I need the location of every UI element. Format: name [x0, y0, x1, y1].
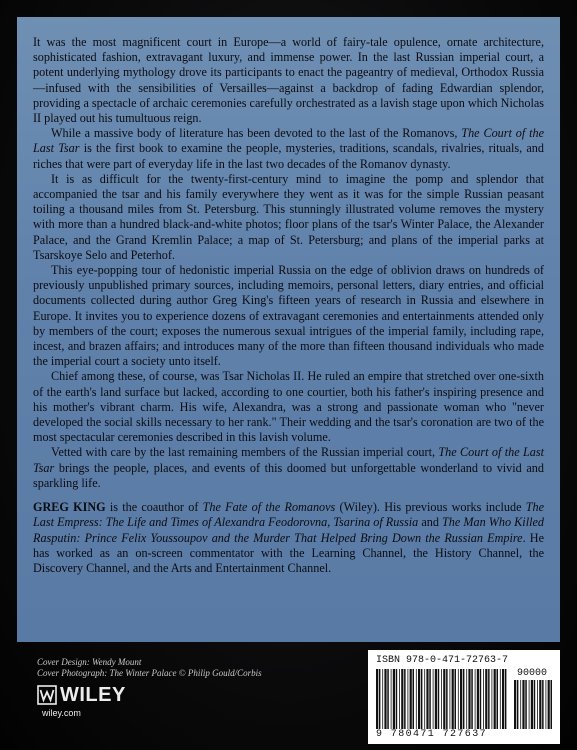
blurb-paragraph: Vetted with care by the last remaining members of the Russian imperial court, The Court of the Last Tsar brings the people, places, and events of this doomed but unforgettable wonderland to vivid and sparkling life.: [33, 445, 544, 490]
blurb-paragraph: This eye-popping tour of hedonistic imperial Russia on the edge of oblivion draws on hundreds of previously unpublished primary sources, including memoirs, personal letters, diary entries, and official documents collected during author Greg King's fifteen years of research in Russia and elsewhere in Europe. It invites you to experience dozens of extravagant ceremonies and entertainments attended only by members of the court; exposes the numerous sexual intrigues of the imperial family, including rape, incest, and brazen affairs; and introduces many of the more than fifteen thousand individuals who made the imperial court a society unto itself.: [33, 263, 544, 369]
publisher-name: WILEY: [60, 684, 126, 706]
author-name: GREG KING: [33, 500, 106, 515]
blurb-paragraph: It is as difficult for the twenty-first-century mind to imagine the pomp and splendor that accompanied the tsar and his family everywhere they went as it was for the simple Russian peasant toiling a thousand miles from St. Petersburg. This stunningly illustrated volume removes the mystery with more than a hundred black-and-white photos; floor plans of the tsar's Winter Palace, the Alexander Palace, and the Grand Kremlin Palace; a map of St. Petersburg; and plans of the imperial parks at Tsarskoye Selo and Peterhof.: [33, 171, 544, 262]
barcode-box: [368, 650, 560, 744]
cover-credits: [37, 657, 262, 679]
author-bio: GREG KING is the coauthor of The Fate of the Romanovs (Wiley). His previous works include The Last Empress: The Life and Times of Alexandra Feodorovna, Tsarina of Russia and The Man Who Killed Rasputin: Prince Felix Youssoupov and the Murder That Helped Bring Down the Russian Empire. He has worked as an on-screen commentator with the Learning Channel, the History Channel, the Discovery Channel, and the Arts and Entertainment Channel.: [33, 500, 544, 575]
barcode-digits: 9 780471 727637: [376, 729, 488, 740]
publisher-url: wiley.com: [42, 708, 81, 718]
description-panel: [17, 17, 560, 642]
price-barcode: [514, 680, 554, 729]
blurb-paragraph: Chief among these, of course, was Tsar Nicholas II. He ruled an empire that stretched over one-sixth of the earth's land surface but lacked, according to one courtier, both his father's inspiring presence and his mother's vibrant charm. His wife, Alexandra, was a strong and passionate woman who "never developed the social skills necessary to her rank." Their wedding and the tsar's coronation are two of the most spectacular ceremonies described in this lavish volume.: [33, 369, 544, 445]
book-title: The Court of the Last Tsar: [33, 445, 544, 475]
isbn-number: ISBN 978-0-471-72763-7: [376, 655, 509, 666]
wiley-emblem-icon: [37, 685, 57, 705]
book-title: The Last Empress: The Life and Times of Alexandra Feodorovna, Tsarina of Russia: [33, 500, 544, 530]
cover-photo-credit: Cover Photograph: The Winter Palace © Philip Gould/Corbis: [37, 668, 262, 678]
blurb-paragraph: It was the most magnificent court in Europe—a world of fairy-tale opulence, ornate architecture, sophisticated fashion, extravagant luxury, and immense power. In the last Russian imperial court, a potent underlying mythology drove its participants to enact the pageantry of medieval, Orthodox Russia—infused with the sensibilities of Versailles—against a backdrop of fading Edwardian splendor, providing a spectacle of archaic ceremonies carefully orchestrated as a lavish stage upon which Nicholas II played out his tumultuous reign.: [33, 35, 544, 126]
price-code: 90000: [517, 668, 548, 679]
book-title: The Fate of the Romanovs: [202, 500, 336, 515]
cover-design-credit: Cover Design: Wendy Mount: [37, 657, 142, 667]
book-title: The Man Who Killed Rasputin: Prince Felix Youssoupov and the Murder That Helped Bring Down the Russian Empire: [33, 515, 544, 545]
book-title: The Court of the Last Tsar: [33, 126, 544, 156]
isbn-barcode: [376, 669, 508, 729]
blurb-paragraph: While a massive body of literature has been devoted to the last of the Romanovs, The Court of the Last Tsar is the first book to examine the people, mysteries, traditions, scandals, rivalries, rituals, and riches that were part of everyday life in the last two decades of the Romanov dynasty.: [33, 126, 544, 171]
